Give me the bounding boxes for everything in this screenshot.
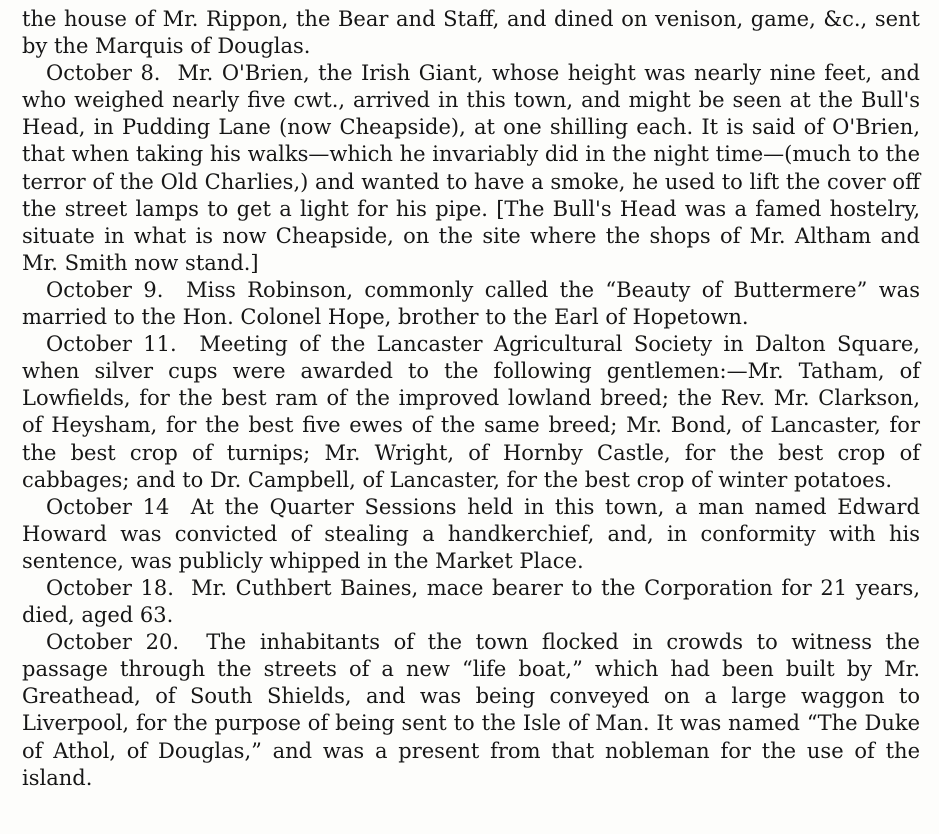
entry-date: October 9. (46, 277, 164, 302)
entry-october-14 (22, 494, 920, 575)
entry-text: At the Quarter Sessions held in this town, a man named Edward Howard was convicted of stealing a handkerchief, and, in conformity with his sentence, was publicly whipped in the Market Place. (22, 494, 920, 573)
entry-date: October 20. (46, 630, 179, 655)
document-text (22, 6, 920, 792)
entry-october-18 (22, 575, 920, 629)
entry-text: Mr. O'Brien, the Irish Giant, whose height was nearly nine feet, and who weighed nearly five cwt., arrived in this town, and might be seen at the Bull's Head, in Pudding Lane (now Cheapside), at one shilling each. It is said of O'Brien, that when taking his walks—which he invariably did in the night time—(much to the terror of the Old Charlies,) and wanted to have a smoke, he used to lift the cover off the street lamps to get a light for his pipe. [The Bull's Head was a famed hostelry, situate in what is now Cheapside, on the site where the shops of Mr. Altham and Mr. Smith now stand.] (22, 61, 920, 275)
entry-date: October 11. (46, 332, 177, 357)
entry-october-8 (22, 60, 920, 277)
entry-october-20 (22, 629, 920, 792)
entry-october-9 (22, 277, 920, 331)
entry-text: Meeting of the Lancaster Agricultural Society in Dalton Square, when silver cups were awarded to the following gentlemen:—Mr. Tatham, of Lowfields, for the best ram of the improved lowland breed; the Rev. Mr. Clarkson, of Heysham, for the best five ewes of the same breed; Mr. Bond, of Lancaster, for the best crop of turnips; Mr. Wright, of Hornby Castle, for the best crop of cabbages; and to Dr. Campbell, of Lancaster, for the best crop of winter potatoes. (22, 332, 920, 492)
entry-october-11 (22, 331, 920, 494)
paragraph-continuation (22, 6, 920, 60)
entry-text: Mr. Cuthbert Baines, mace bearer to the Corporation for 21 years, died, aged 63. (22, 575, 921, 628)
entry-date: October 8. (46, 61, 161, 86)
entry-text: Miss Robinson, commonly called the “Beauty of Buttermere” was married to the Hon. Colonel Hope, brother to the Earl of Hopetown. (22, 277, 920, 330)
paragraph-text: the house of Mr. Rippon, the Bear and Staff, and dined on venison, game, &c., sent by the Marquis of Douglas. (22, 7, 920, 59)
entry-date: October 18. (46, 575, 174, 600)
entry-date: October 14 (46, 494, 170, 519)
entry-text: The inhabitants of the town flocked in crowds to witness the passage through the streets of a new “life boat,” which had been built by Mr. Greathead, of South Shields, and was being conveyed on a large waggon to Liverpool, for the purpose of being sent to the Isle of Man. It was named “The Duke of Athol, of Douglas,” and was a present from that nobleman for the use of the island. (22, 630, 920, 790)
